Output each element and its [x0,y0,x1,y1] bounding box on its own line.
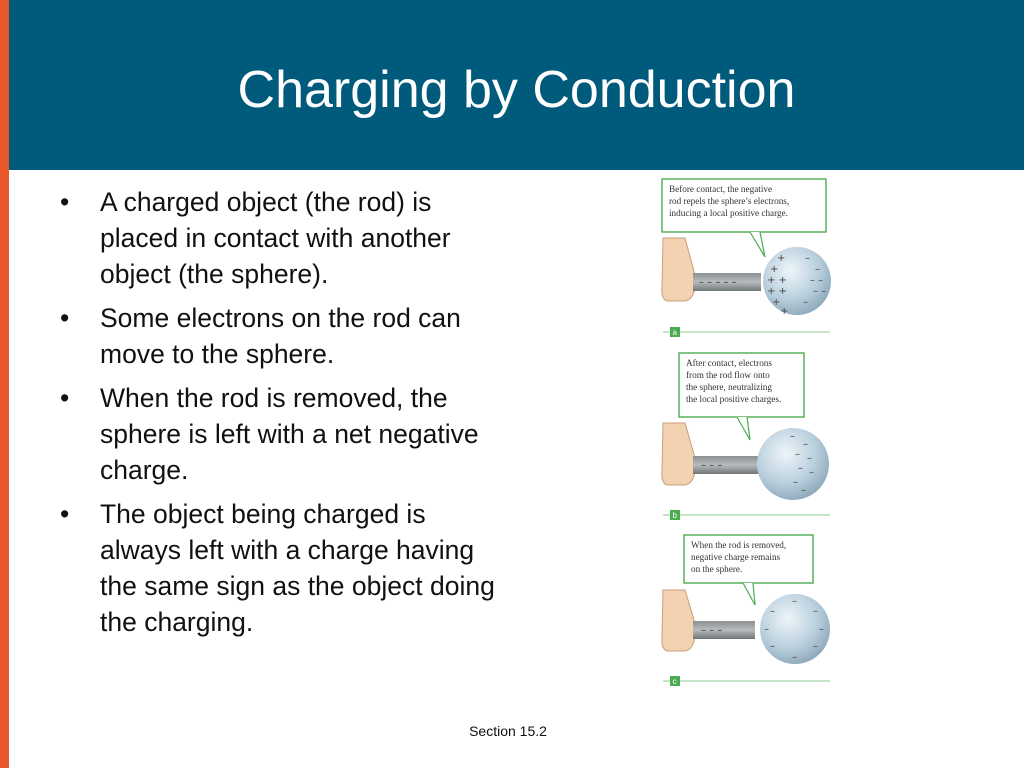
rod-charges: – – – [701,460,723,471]
callout-line: When the rod is removed, [691,540,787,550]
bullet-text: When the rod is removed, the sphere is left with a net negative charge. [100,383,479,485]
bullet-text: Some electrons on the rod can move to the sphere. [100,303,461,369]
sphere-charges: –– – – – – –– [790,431,814,496]
section-label: Section 15.2 [469,723,547,739]
rod-charges: – – – – – [699,277,737,288]
title-banner [9,0,1024,170]
callout-line: rod repels the sphere’s electrons, [669,196,790,206]
hand-icon [662,423,695,485]
bullet-item [58,496,508,640]
bullet-item [58,380,508,488]
bullet-item [58,300,508,372]
panel-label-c-text: c [672,677,677,686]
callout-pointer-b [737,417,750,440]
slide-title: Charging by Conduction [237,61,796,119]
sphere-charges: + – + – + + – – + + – – + – + [767,253,827,317]
bullet-text: A charged object (the rod) is placed in contact with another object (the sphere). [100,187,451,289]
callout-line: on the sphere. [691,564,743,574]
hand-icon [662,238,695,301]
callout-line: the local positive charges. [686,394,782,404]
hand-icon [662,590,695,651]
bullet-text: The object being charged is always left with a charge having the same sign as the object doing the charging. [100,499,495,637]
footer [0,723,1024,739]
callout-text-a [669,184,791,218]
callout-line: from the rod flow onto [686,370,770,380]
panel-label-a-text: a [672,328,677,337]
callout-pointer-c [743,583,755,605]
callout-pointer-a [750,232,765,257]
accent-bar [0,0,9,768]
panel-b [662,353,830,520]
panel-c [662,535,830,686]
callout-line: Before contact, the negative [669,184,773,194]
callout-line: inducing a local positive charge. [669,208,788,218]
rod-charges: – – – [701,625,723,636]
callout-line: the sphere, neutralizing [686,382,772,392]
bullet-list [58,184,508,648]
panel-a [662,179,831,337]
bullet-dot: • [60,499,70,529]
bullet-dot: • [60,303,70,333]
sphere-charges: – – – – – – – – [764,596,824,663]
callout-line: negative charge remains [691,552,781,562]
bullet-item [58,184,508,292]
callout-line: After contact, electrons [686,358,772,368]
bullet-dot: • [60,383,70,413]
bullet-dot: • [60,187,70,217]
panel-label-b-text: b [672,511,677,520]
conduction-figure [655,175,840,690]
